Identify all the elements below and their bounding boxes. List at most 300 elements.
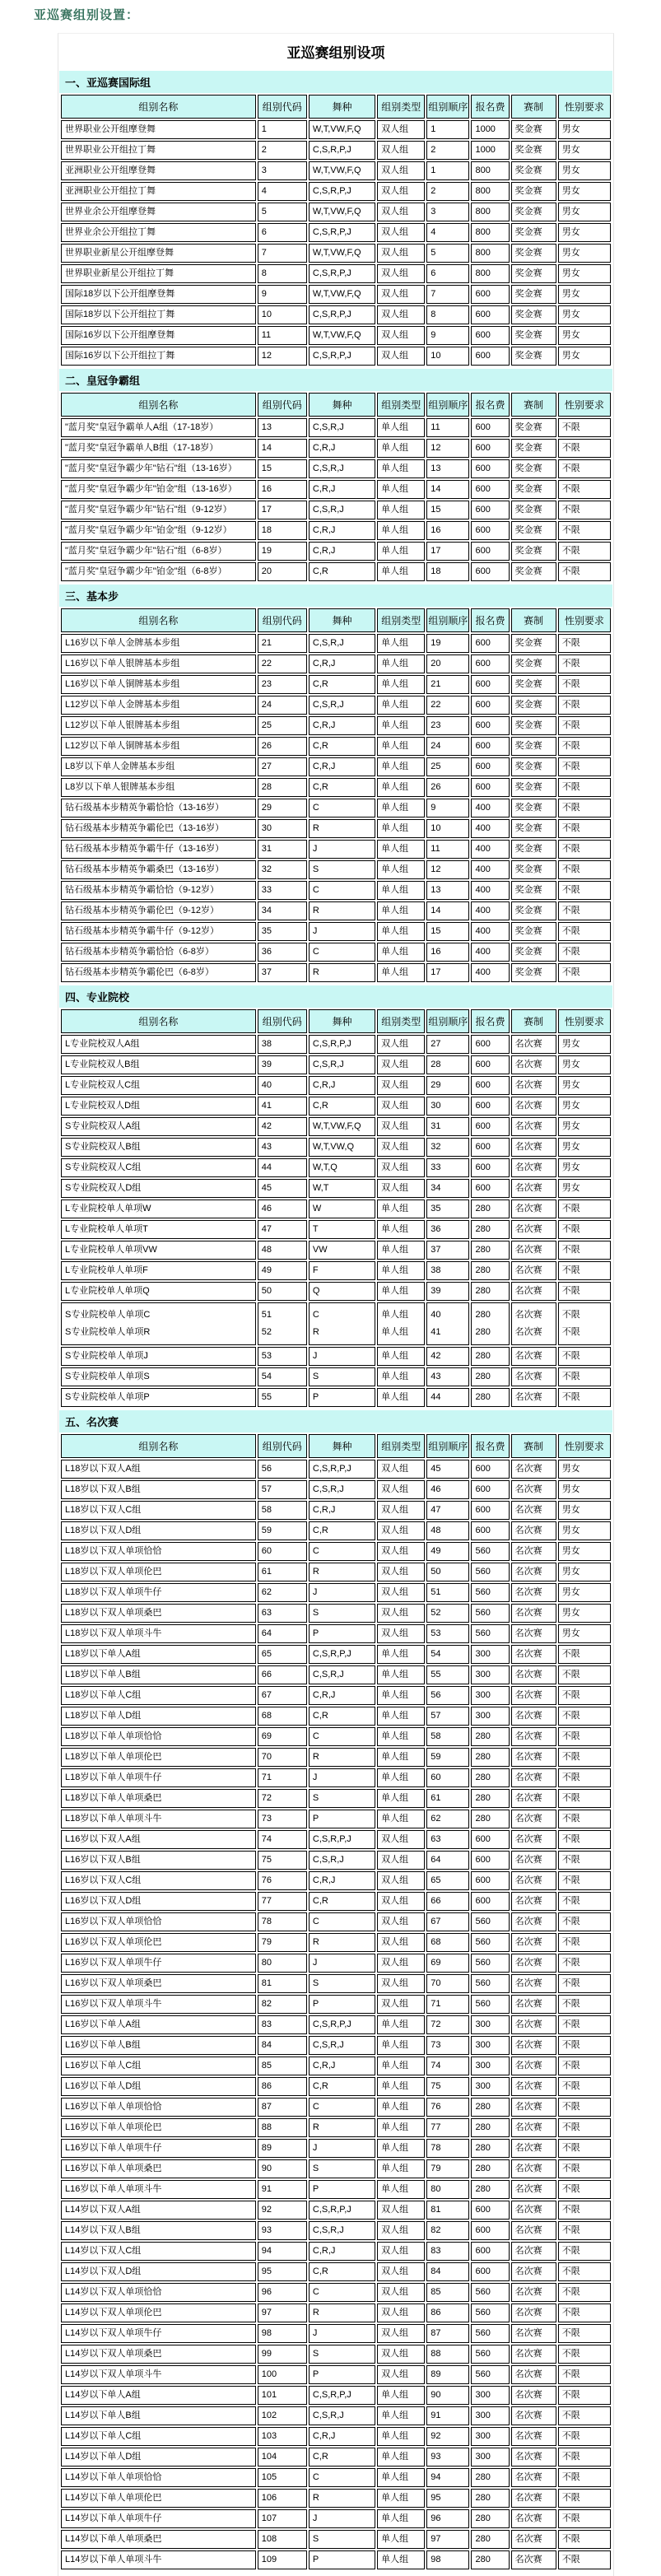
cell: 72 [258, 1789, 307, 1808]
cell: 不限 [558, 1830, 611, 1849]
cell: C,S,R,J [309, 418, 375, 437]
cell: 65 [426, 1871, 469, 1890]
table-row [61, 634, 611, 653]
table-row [61, 1460, 611, 1479]
cell: W,T,VW,Q [309, 1138, 375, 1157]
cell: 单人组 [377, 2509, 425, 2528]
cell: 不限 [558, 1768, 611, 1787]
cell: L16岁以下单人C组 [61, 2057, 256, 2075]
cell: 96 [426, 2509, 469, 2528]
column-header: 组别顺序 [426, 1009, 469, 1033]
cell: 67 [426, 1912, 469, 1931]
cell: R [309, 1933, 375, 1952]
cell: 双人组 [377, 1460, 425, 1479]
cell: 27 [258, 757, 307, 776]
column-header: 赛制 [511, 1434, 556, 1458]
cell: C [309, 943, 375, 962]
cell: 国际18岁以下公开组摩登舞 [61, 285, 256, 304]
cell: C,S,R,P,J [309, 2201, 375, 2220]
cell: 400 [471, 963, 509, 982]
column-header: 组别名称 [61, 608, 256, 632]
cell: 双人组 [377, 1871, 425, 1890]
cell: 双人组 [377, 244, 425, 263]
cell: C,S,R,J [309, 1851, 375, 1870]
table-row [61, 542, 611, 561]
table-row [61, 1097, 611, 1116]
cell: 16 [426, 943, 469, 962]
cell: 单人组 [377, 881, 425, 900]
cell: 44 [426, 1388, 469, 1407]
cell: 67 [258, 1686, 307, 1705]
cell: 98 [426, 2550, 469, 2569]
cell: 奖金赛 [511, 757, 556, 776]
cell: 单人组 [377, 860, 425, 879]
column-header: 报名费 [471, 608, 509, 632]
cell: 单人组 [377, 2406, 425, 2425]
column-header: 组别顺序 [426, 608, 469, 632]
cell: 名次赛 [511, 1645, 556, 1664]
table-row [61, 1933, 611, 1952]
cell: 75 [258, 1851, 307, 1870]
cell: L14岁以下单人B组 [61, 2406, 256, 2425]
cell: 不限 [558, 2015, 611, 2034]
cell: 800 [471, 223, 509, 242]
cell: 79 [426, 2159, 469, 2178]
table-row [61, 244, 611, 263]
cell: 名次赛 [511, 1933, 556, 1952]
cell: 3 [258, 161, 307, 180]
cell: 双人组 [377, 1035, 425, 1054]
cell: 双人组 [377, 1563, 425, 1581]
cell: 钻石级基本步精英争霸恰恰（13-16岁） [61, 799, 256, 818]
cell: 42 [258, 1117, 307, 1136]
column-header: 组别顺序 [426, 1434, 469, 1458]
cell: 22 [426, 696, 469, 715]
cell: 600 [471, 696, 509, 715]
cell: 36 [426, 1220, 469, 1239]
cell: 单人组 [377, 2077, 425, 2096]
cell: 不限 [558, 2345, 611, 2364]
cell: 11 [426, 840, 469, 859]
cell: 56 [258, 1460, 307, 1479]
cell: 66 [426, 1892, 469, 1911]
cell: 男女 [558, 264, 611, 283]
cell: 55 [426, 1665, 469, 1684]
cell: L16岁以下单人单项牛仔 [61, 2139, 256, 2158]
cell: 800 [471, 182, 509, 201]
cell: 800 [471, 161, 509, 180]
cell: S专业院校单人单项J [61, 1347, 256, 1366]
cell: 64 [258, 1624, 307, 1643]
cell: P [309, 2180, 375, 2199]
cell: W,T,VW,F,Q [309, 161, 375, 180]
cell: 奖金赛 [511, 819, 556, 838]
cell: 不限 [558, 1974, 611, 1993]
table-row [61, 860, 611, 879]
cell: 1 [258, 120, 307, 139]
cell: 88 [258, 2118, 307, 2137]
cell: 不限 [558, 2036, 611, 2055]
cell: 名次赛 [511, 1871, 556, 1890]
cell: 名次赛 [511, 1480, 556, 1499]
cell: 不限 [558, 2139, 611, 2158]
cell: L18岁以下双人单项斗牛 [61, 1624, 256, 1643]
cell: 29 [426, 1076, 469, 1095]
cell: 600 [471, 562, 509, 581]
cell: 单人组 [377, 480, 425, 499]
cell: 双人组 [377, 203, 425, 221]
cell: 名次赛 [511, 1179, 556, 1198]
cell: 世界业余公开组拉丁舞 [61, 223, 256, 242]
table-row [61, 757, 611, 776]
cell: 世界职业新星公开组拉丁舞 [61, 264, 256, 283]
cell: C,S,R,J [309, 1665, 375, 1684]
cell: 不限 [558, 562, 611, 581]
cell: 男女 [558, 1117, 611, 1136]
cell: 300 [471, 2015, 509, 2034]
cell: 300 [471, 1686, 509, 1705]
section-table [59, 391, 612, 583]
cell: 103 [258, 2427, 307, 2446]
table-row [61, 521, 611, 540]
table-row [61, 418, 611, 437]
cell: 不限 [558, 778, 611, 797]
cell: 不限 [558, 1707, 611, 1726]
cell: 38 [426, 1261, 469, 1280]
cell: 不限 [558, 1261, 611, 1280]
cell: C [309, 2468, 375, 2487]
cell: 单人组 [377, 634, 425, 653]
cell: 300 [471, 1707, 509, 1726]
cell: R [309, 901, 375, 920]
cell: C,S,R,P,J [309, 1645, 375, 1664]
cell: F [309, 1261, 375, 1280]
cell: 280 [471, 2489, 509, 2508]
table-row [61, 1727, 611, 1746]
cell: S [309, 860, 375, 879]
table-row [61, 2242, 611, 2261]
cell: 300 [471, 1665, 509, 1684]
cell: 21 [258, 634, 307, 653]
cell: 单人组 [377, 2468, 425, 2487]
cell: 50 [258, 1282, 307, 1301]
cell: L16岁以下双人C组 [61, 1871, 256, 1890]
cell: 78 [258, 1912, 307, 1931]
cell: 600 [471, 305, 509, 324]
column-header: 舞种 [309, 393, 375, 417]
cell: L14岁以下双人单项牛仔 [61, 2324, 256, 2343]
table-row [61, 2345, 611, 2364]
cell: 名次赛 [511, 1851, 556, 1870]
cell: 男女 [558, 182, 611, 201]
cell: 6 [426, 264, 469, 283]
cell: "蓝月奖"皇冠争霸单人A组（17-18岁） [61, 418, 256, 437]
table-row [61, 2303, 611, 2322]
cell: 600 [471, 326, 509, 345]
column-header: 赛制 [511, 1009, 556, 1033]
table-row [61, 922, 611, 941]
cell: 不限 [558, 2489, 611, 2508]
cell: 93 [426, 2448, 469, 2467]
cell: 13 [426, 459, 469, 478]
cell: 87 [258, 2098, 307, 2117]
cell: 钻石级基本步精英争霸恰恰（9-12岁） [61, 881, 256, 900]
cell: 280 280 [471, 1302, 509, 1345]
cell: 400 [471, 881, 509, 900]
cell: 单人组 [377, 562, 425, 581]
cell: 2 [426, 141, 469, 160]
column-header: 组别类型 [377, 95, 425, 119]
table-row [61, 1686, 611, 1705]
cell: 24 [426, 737, 469, 756]
cell: 560 [471, 1583, 509, 1602]
cell: 300 [471, 1645, 509, 1664]
cell: 280 [471, 1241, 509, 1260]
cell: L16岁以下单人银牌基本步组 [61, 654, 256, 673]
cell: 7 [258, 244, 307, 263]
cell: 8 [258, 264, 307, 283]
cell: 600 [471, 501, 509, 519]
cell: 69 [426, 1954, 469, 1973]
cell: 600 [471, 439, 509, 458]
cell: 2 [426, 182, 469, 201]
cell: 600 [471, 1158, 509, 1177]
cell: 双人组 [377, 1542, 425, 1561]
cell: 70 [426, 1974, 469, 1993]
cell: L16岁以下单人B组 [61, 2036, 256, 2055]
cell: 不限 [558, 922, 611, 941]
cell: 280 [471, 1199, 509, 1218]
cell: R [309, 2118, 375, 2137]
cell: 10 [258, 305, 307, 324]
cell: 不限 [558, 799, 611, 818]
cell: 男女 [558, 1076, 611, 1095]
cell: 名次赛 [511, 2448, 556, 2467]
cell: 600 [471, 1097, 509, 1116]
cell: 不限 [558, 2530, 611, 2549]
cell: P [309, 2365, 375, 2384]
cell: 不限 [558, 2324, 611, 2343]
cell: 单人组 [377, 1789, 425, 1808]
cell: 单人组 [377, 1748, 425, 1767]
cell: 名次赛 [511, 2262, 556, 2281]
cell: 名次赛 [511, 1241, 556, 1260]
cell: 名次赛 [511, 2489, 556, 2508]
cell: C,R,J [309, 1686, 375, 1705]
cell: C,S,R,P,J [309, 264, 375, 283]
column-header: 性别要求 [558, 1009, 611, 1033]
cell: 83 [258, 2015, 307, 2034]
cell: 560 [471, 1563, 509, 1581]
cell: C,S,R,P,J [309, 182, 375, 201]
cell: 600 [471, 1035, 509, 1054]
cell: 单人组 [377, 2036, 425, 2055]
cell: 奖金赛 [511, 562, 556, 581]
table-row [61, 2098, 611, 2117]
cell: 双人组 [377, 1974, 425, 1993]
cell: 名次赛 [511, 1727, 556, 1746]
cell: 560 [471, 1604, 509, 1623]
cell: L18岁以下双人单项牛仔 [61, 1583, 256, 1602]
cell: 600 [471, 2242, 509, 2261]
cell: 双人组 [377, 1604, 425, 1623]
cell: 54 [258, 1367, 307, 1386]
cell: L专业院校单人单项W [61, 1199, 256, 1218]
cell: 32 [426, 1138, 469, 1157]
cell: 不限 [558, 2509, 611, 2528]
cell: 单人组 [377, 654, 425, 673]
cell: 400 [471, 799, 509, 818]
cell: L14岁以下双人B组 [61, 2221, 256, 2240]
cell: L18岁以下单人单项恰恰 [61, 1727, 256, 1746]
cell: 78 [426, 2139, 469, 2158]
cell: 亚洲职业公开组摩登舞 [61, 161, 256, 180]
cell: 13 [426, 881, 469, 900]
cell: 名次赛 [511, 2468, 556, 2487]
cell: 600 [471, 1055, 509, 1074]
cell: 600 [471, 2221, 509, 2240]
cell: 600 [471, 1480, 509, 1499]
table-row [61, 2262, 611, 2281]
cell: 不限 [558, 2386, 611, 2405]
cell: 男女 [558, 1055, 611, 1074]
cell: L16岁以下单人单项桑巴 [61, 2159, 256, 2178]
cell: 98 [258, 2324, 307, 2343]
table-row [61, 675, 611, 694]
cell: 14 [258, 439, 307, 458]
column-header: 组别名称 [61, 1434, 256, 1458]
cell: 13 [258, 418, 307, 437]
cell: S [309, 1974, 375, 1993]
cell: 不限 [558, 439, 611, 458]
cell: 不限 [558, 1241, 611, 1260]
cell: 单人组 [377, 2098, 425, 2117]
cell: 钻石级基本步精英争霸牛仔（13-16岁） [61, 840, 256, 859]
cell: L专业院校单人单项F [61, 1261, 256, 1280]
cell: 不限 [558, 480, 611, 499]
cell: 奖金赛 [511, 244, 556, 263]
cell: 不限 [558, 2468, 611, 2487]
cell: 不限 [558, 943, 611, 962]
cell: 75 [426, 2077, 469, 2096]
cell: 68 [426, 1933, 469, 1952]
table-row [61, 2324, 611, 2343]
table-row [61, 1624, 611, 1643]
column-header: 组别名称 [61, 393, 256, 417]
cell: 1000 [471, 120, 509, 139]
table-row [61, 2386, 611, 2405]
cell: 280 [471, 1810, 509, 1828]
cell: 600 [471, 1117, 509, 1136]
cell: C,S,R,P,J [309, 347, 375, 366]
cell: 男女 [558, 305, 611, 324]
cell: 600 [471, 2201, 509, 2220]
cell: 世界职业公开组摩登舞 [61, 120, 256, 139]
table-row [61, 1138, 611, 1157]
cell: 45 [426, 1460, 469, 1479]
cell: 奖金赛 [511, 439, 556, 458]
table-row [61, 1302, 611, 1345]
cell: C,S,R,J [309, 2036, 375, 2055]
cell: 单人组 [377, 819, 425, 838]
cell: 不限 [558, 881, 611, 900]
table-row [61, 2427, 611, 2446]
cell: L12岁以下单人银牌基本步组 [61, 716, 256, 735]
cell: 不限 [558, 1199, 611, 1218]
cell: L专业院校双人B组 [61, 1055, 256, 1074]
cell: 19 [258, 542, 307, 561]
cell: 26 [426, 778, 469, 797]
table-row [61, 2036, 611, 2055]
cell: 单人组 [377, 1665, 425, 1684]
cell: C,R,J [309, 2427, 375, 2446]
column-header: 组别顺序 [426, 393, 469, 417]
cell: J [309, 2324, 375, 2343]
cell: 280 [471, 2139, 509, 2158]
section-table [59, 93, 612, 367]
cell: 名次赛 [511, 1604, 556, 1623]
cell: 81 [426, 2201, 469, 2220]
header-row [61, 608, 611, 632]
cell: J [309, 2509, 375, 2528]
cell: 双人组 [377, 1624, 425, 1643]
cell: 29 [258, 799, 307, 818]
cell: 奖金赛 [511, 542, 556, 561]
cell: L14岁以下双人D组 [61, 2262, 256, 2281]
cell: L16岁以下单人单项恰恰 [61, 2098, 256, 2117]
cell: 92 [426, 2427, 469, 2446]
cell: 60 [258, 1542, 307, 1561]
column-header: 组别名称 [61, 95, 256, 119]
cell: 双人组 [377, 223, 425, 242]
cell: 87 [426, 2324, 469, 2343]
column-header: 组别代码 [258, 608, 307, 632]
cell: 83 [426, 2242, 469, 2261]
cell: 57 [426, 1707, 469, 1726]
cell: 名次赛 [511, 1261, 556, 1280]
cell: 51 52 [258, 1302, 307, 1345]
cell: 300 [471, 2057, 509, 2075]
cell: L14岁以下单人单项牛仔 [61, 2509, 256, 2528]
section-heading: 四、专业院校 [59, 985, 612, 1008]
cell: C,R,J [309, 757, 375, 776]
cell: L专业院校双人C组 [61, 1076, 256, 1095]
cell: 不限 [558, 1995, 611, 2014]
cell: 钻石级基本步精英争霸恰恰（6-8岁） [61, 943, 256, 962]
cell: 奖金赛 [511, 501, 556, 519]
section-table [59, 1008, 612, 1409]
cell: 奖金赛 [511, 799, 556, 818]
table-row [61, 1789, 611, 1808]
cell: C,R,J [309, 439, 375, 458]
cell: 84 [426, 2262, 469, 2281]
cell: 单人组 [377, 778, 425, 797]
cell: S [309, 2159, 375, 2178]
cell: C [309, 799, 375, 818]
cell: P [309, 1810, 375, 1828]
cell: 不限 [558, 1665, 611, 1684]
cell: 名次赛 [511, 1830, 556, 1849]
column-header: 赛制 [511, 393, 556, 417]
cell: 77 [258, 1892, 307, 1911]
cell: 奖金赛 [511, 922, 556, 941]
cell: 双人组 [377, 1995, 425, 2014]
cell: 男女 [558, 1563, 611, 1581]
cell: 300 [471, 2077, 509, 2096]
cell: C,R [309, 2262, 375, 2281]
cell: 53 [426, 1624, 469, 1643]
cell: 69 [258, 1727, 307, 1746]
